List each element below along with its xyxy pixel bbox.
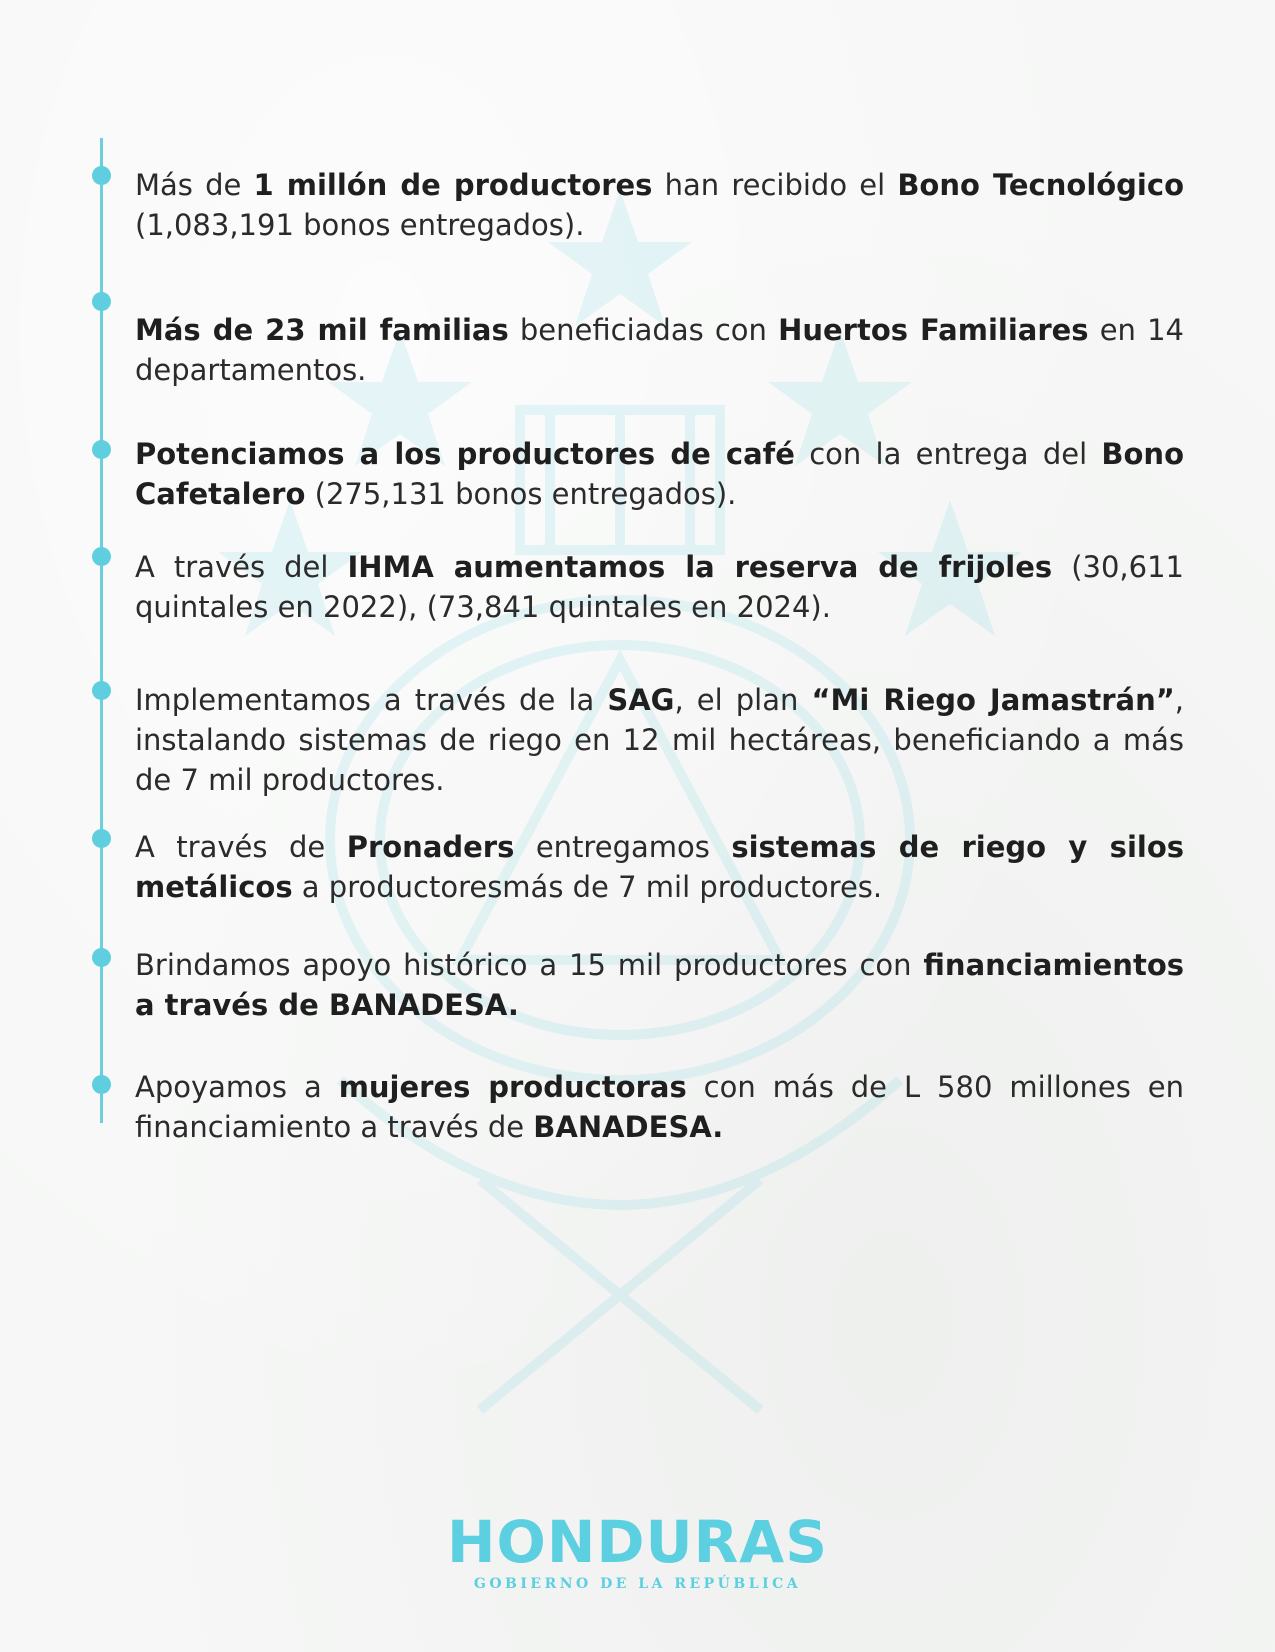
bullet-dot-icon <box>92 1075 111 1094</box>
bullet-item: Brindamos apoyo histórico a 15 mil productores con financiamientos a través de BANADESA. <box>135 948 1184 1022</box>
logo-subtitle: GOBIERNO DE LA REPÚBLICA <box>473 1576 802 1592</box>
bullet-item: Más de 23 mil familias beneficiadas con Huertos Familiares en 14 departamentos. <box>135 313 1184 387</box>
bullet-item: Implementamos a través de la SAG, el plan “Mi Riego Jamastrán”, instalando sistemas de riego en 12 mil hectáreas, beneficiando a más de 7 mil productores. <box>135 683 1184 797</box>
bullet-item: A través del IHMA aumentamos la reserva de frijoles (30,611 quintales en 2022), (73,841 quintales en 2024). <box>135 550 1184 624</box>
bullet-item: Potenciamos a los productores de café con la entrega del Bono Cafetalero (275,131 bonos entregados). <box>135 437 1184 511</box>
bullet-dot-icon <box>92 547 111 566</box>
bullet-dot-icon <box>92 948 111 967</box>
bullet-item: Más de 1 millón de productores han recibido el Bono Tecnológico (1,083,191 bonos entregados). <box>135 168 1184 242</box>
timeline-line <box>100 138 103 1123</box>
bullet-item: A través de Pronaders entregamos sistemas de riego y silos metálicos a productoresmás de 7 mil productores. <box>135 830 1185 904</box>
bullet-dot-icon <box>92 829 111 848</box>
bullet-dot-icon <box>92 440 111 459</box>
bullet-item: Apoyamos a mujeres productoras con más de L 580 millones en financiamiento a través de BANADESA. <box>135 1070 1185 1144</box>
bullet-dot-icon <box>92 292 111 311</box>
bullet-dot-icon <box>92 681 111 700</box>
logo-title: HONDURAS <box>447 1508 828 1576</box>
bullet-dot-icon <box>92 166 111 185</box>
